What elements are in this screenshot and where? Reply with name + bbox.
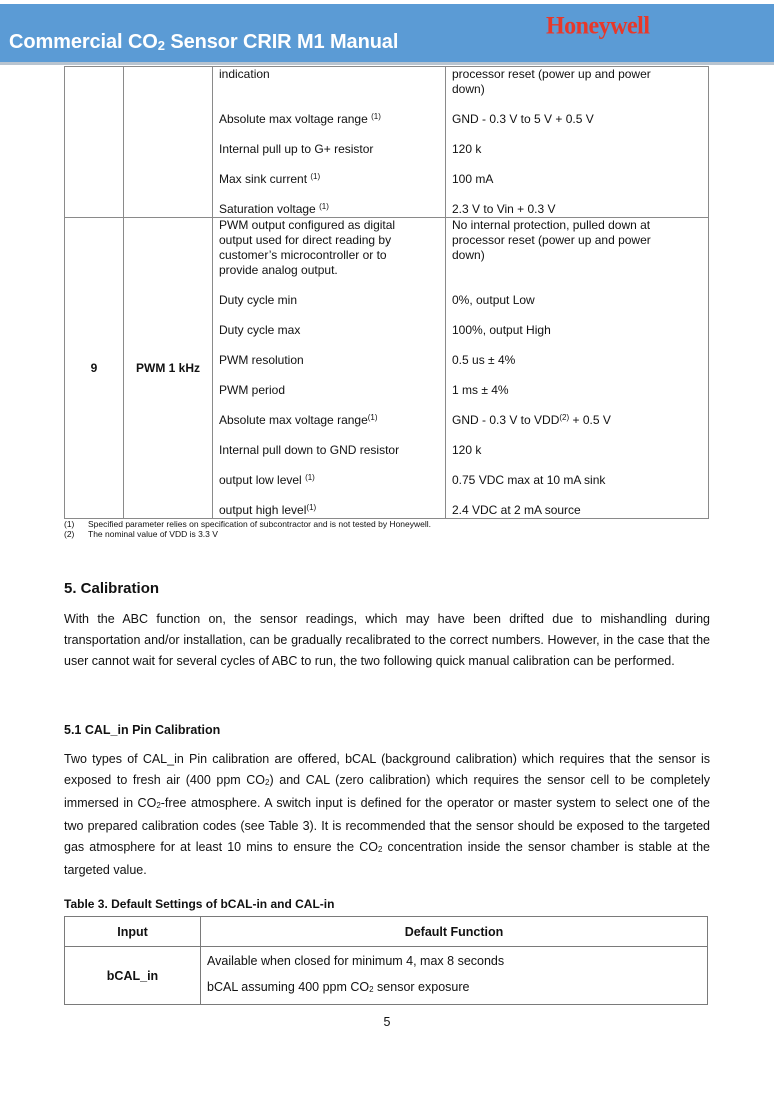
param-line: PWM period bbox=[219, 383, 286, 397]
table-footnotes bbox=[64, 519, 431, 539]
value-line: processor reset (power up and power bbox=[452, 67, 651, 81]
value-line: 100%, output High bbox=[452, 323, 551, 337]
value-line: 2.4 VDC at 2 mA source bbox=[452, 503, 581, 517]
param-line: Absolute max voltage range $^{(1)}$ bbox=[219, 112, 381, 126]
pin-spec-table bbox=[64, 66, 709, 519]
param-line: output high level$^{(1)}$ bbox=[219, 503, 317, 517]
pin-number: 9 bbox=[65, 218, 124, 519]
value-cell bbox=[446, 218, 709, 519]
value-line: GND - 0.3 V to $VDD^{(2)} + 0.5$ V bbox=[452, 413, 611, 427]
table-header-row bbox=[65, 917, 708, 947]
value-line: down) bbox=[452, 82, 485, 96]
value-line: 120 k bbox=[452, 443, 482, 457]
value-line: GND - 0.3 V to 5 V + 0.5 V bbox=[452, 112, 594, 126]
value-cell bbox=[446, 67, 709, 218]
value-line: 100 mA bbox=[452, 172, 494, 186]
protection-line: down) bbox=[452, 248, 485, 262]
pin-number-cell bbox=[65, 67, 124, 218]
value-line: 2.3 V to Vin + 0.3 V bbox=[452, 202, 556, 216]
param-line: Absolute max voltage range$^{(1)}$ bbox=[219, 413, 378, 427]
value-line: 0.75 VDC max at 10 mA sink bbox=[452, 473, 606, 487]
protection-line: No internal protection, pulled down at bbox=[452, 218, 651, 232]
value-line: 1 ms ± 4% bbox=[452, 383, 509, 397]
table-row bbox=[65, 67, 709, 218]
param-line: Duty cycle min bbox=[219, 293, 298, 307]
table-row bbox=[65, 947, 708, 1005]
param-line: Saturation voltage $^{(1)}$ bbox=[219, 202, 329, 216]
description-line: PWM output configured as digital bbox=[219, 218, 396, 232]
subsection-paragraph: Two types of CAL_in Pin calibration are offered, bCAL (background calibration) which requires that the sensor is exposed to fresh air (400 ppm CO2) and CAL (zero calibration) which requires the sensor cell to be completely immersed in CO2-free atmosphere. A switch input is defined for the operator or master system to select one of the two prepared calibration codes (see Table 3). It is recommended that the sensor should be exposed to the targeted gas atmosphere for at least 10 mins to ensure the CO2 concentration inside the sensor chamber is stable at the targeted value. bbox=[64, 752, 711, 877]
honeywell-logo: Honeywell bbox=[546, 12, 650, 40]
param-line: output low level $^{(1)}$ bbox=[219, 473, 315, 487]
title-text-b: Sensor CRIR M1 Manual bbox=[164, 31, 399, 53]
column-header: Input bbox=[65, 917, 201, 947]
param-line: Internal pull up to G+ resistor bbox=[219, 142, 374, 156]
document-header bbox=[0, 4, 774, 65]
input-cell: bCAL_in bbox=[65, 947, 201, 1005]
table-caption: Table 3. Default Settings of bCAL-in and CAL-in bbox=[64, 897, 335, 911]
pin-name-cell bbox=[124, 67, 213, 218]
calibration-settings-table bbox=[64, 916, 708, 1005]
function-cell bbox=[201, 947, 708, 1005]
value-line: 0%, output Low bbox=[452, 293, 535, 307]
column-header: Default Function bbox=[201, 917, 708, 947]
value-line: 120 k bbox=[452, 142, 482, 156]
subsection-heading: 5.1 CAL_in Pin Calibration bbox=[64, 723, 221, 737]
function-line: bCAL assuming 400 ppm CO2 sensor exposure bbox=[207, 980, 470, 994]
value-line: 0.5 us ± 4% bbox=[452, 353, 516, 367]
title-text-a: Commercial CO bbox=[9, 31, 158, 53]
table-row bbox=[65, 218, 709, 519]
title-subscript: 2 bbox=[157, 38, 165, 53]
page-number: 5 bbox=[383, 1015, 391, 1029]
footnote: (2) The nominal value of VDD is 3.3 V bbox=[64, 529, 218, 539]
description-line: provide analog output. bbox=[219, 263, 338, 277]
section-heading: 5. Calibration bbox=[64, 580, 160, 597]
function-line: Available when closed for minimum 4, max 8 seconds bbox=[207, 954, 505, 968]
parameter-cell bbox=[213, 67, 446, 218]
protection-line: processor reset (power up and power bbox=[452, 233, 651, 247]
param-line: PWM resolution bbox=[219, 353, 304, 367]
footnote: (1) Specified parameter relies on specification of subcontractor and is not tested by Honeywell. bbox=[64, 519, 432, 529]
param-line: Max sink current $^{(1)}$ bbox=[219, 172, 321, 186]
section-paragraph: With the ABC function on, the sensor readings, which may have been drifted due to mishandling during transportation and/or installation, can be gradually recalibrated to the correct numbers. However, in the case that the user cannot wait for several cycles of ABC to run, the two following quick manual calibration can be performed. bbox=[64, 612, 710, 668]
param-line: Duty cycle max bbox=[219, 323, 301, 337]
description-line: output used for direct reading by bbox=[219, 233, 392, 247]
param-line: Internal pull down to GND resistor bbox=[219, 443, 400, 457]
document-title bbox=[9, 31, 398, 54]
param-line: indication bbox=[219, 67, 270, 81]
pin-name: PWM 1 kHz bbox=[124, 218, 213, 519]
description-line: customer’s microcontroller or to bbox=[219, 248, 387, 262]
parameter-cell bbox=[213, 218, 446, 519]
